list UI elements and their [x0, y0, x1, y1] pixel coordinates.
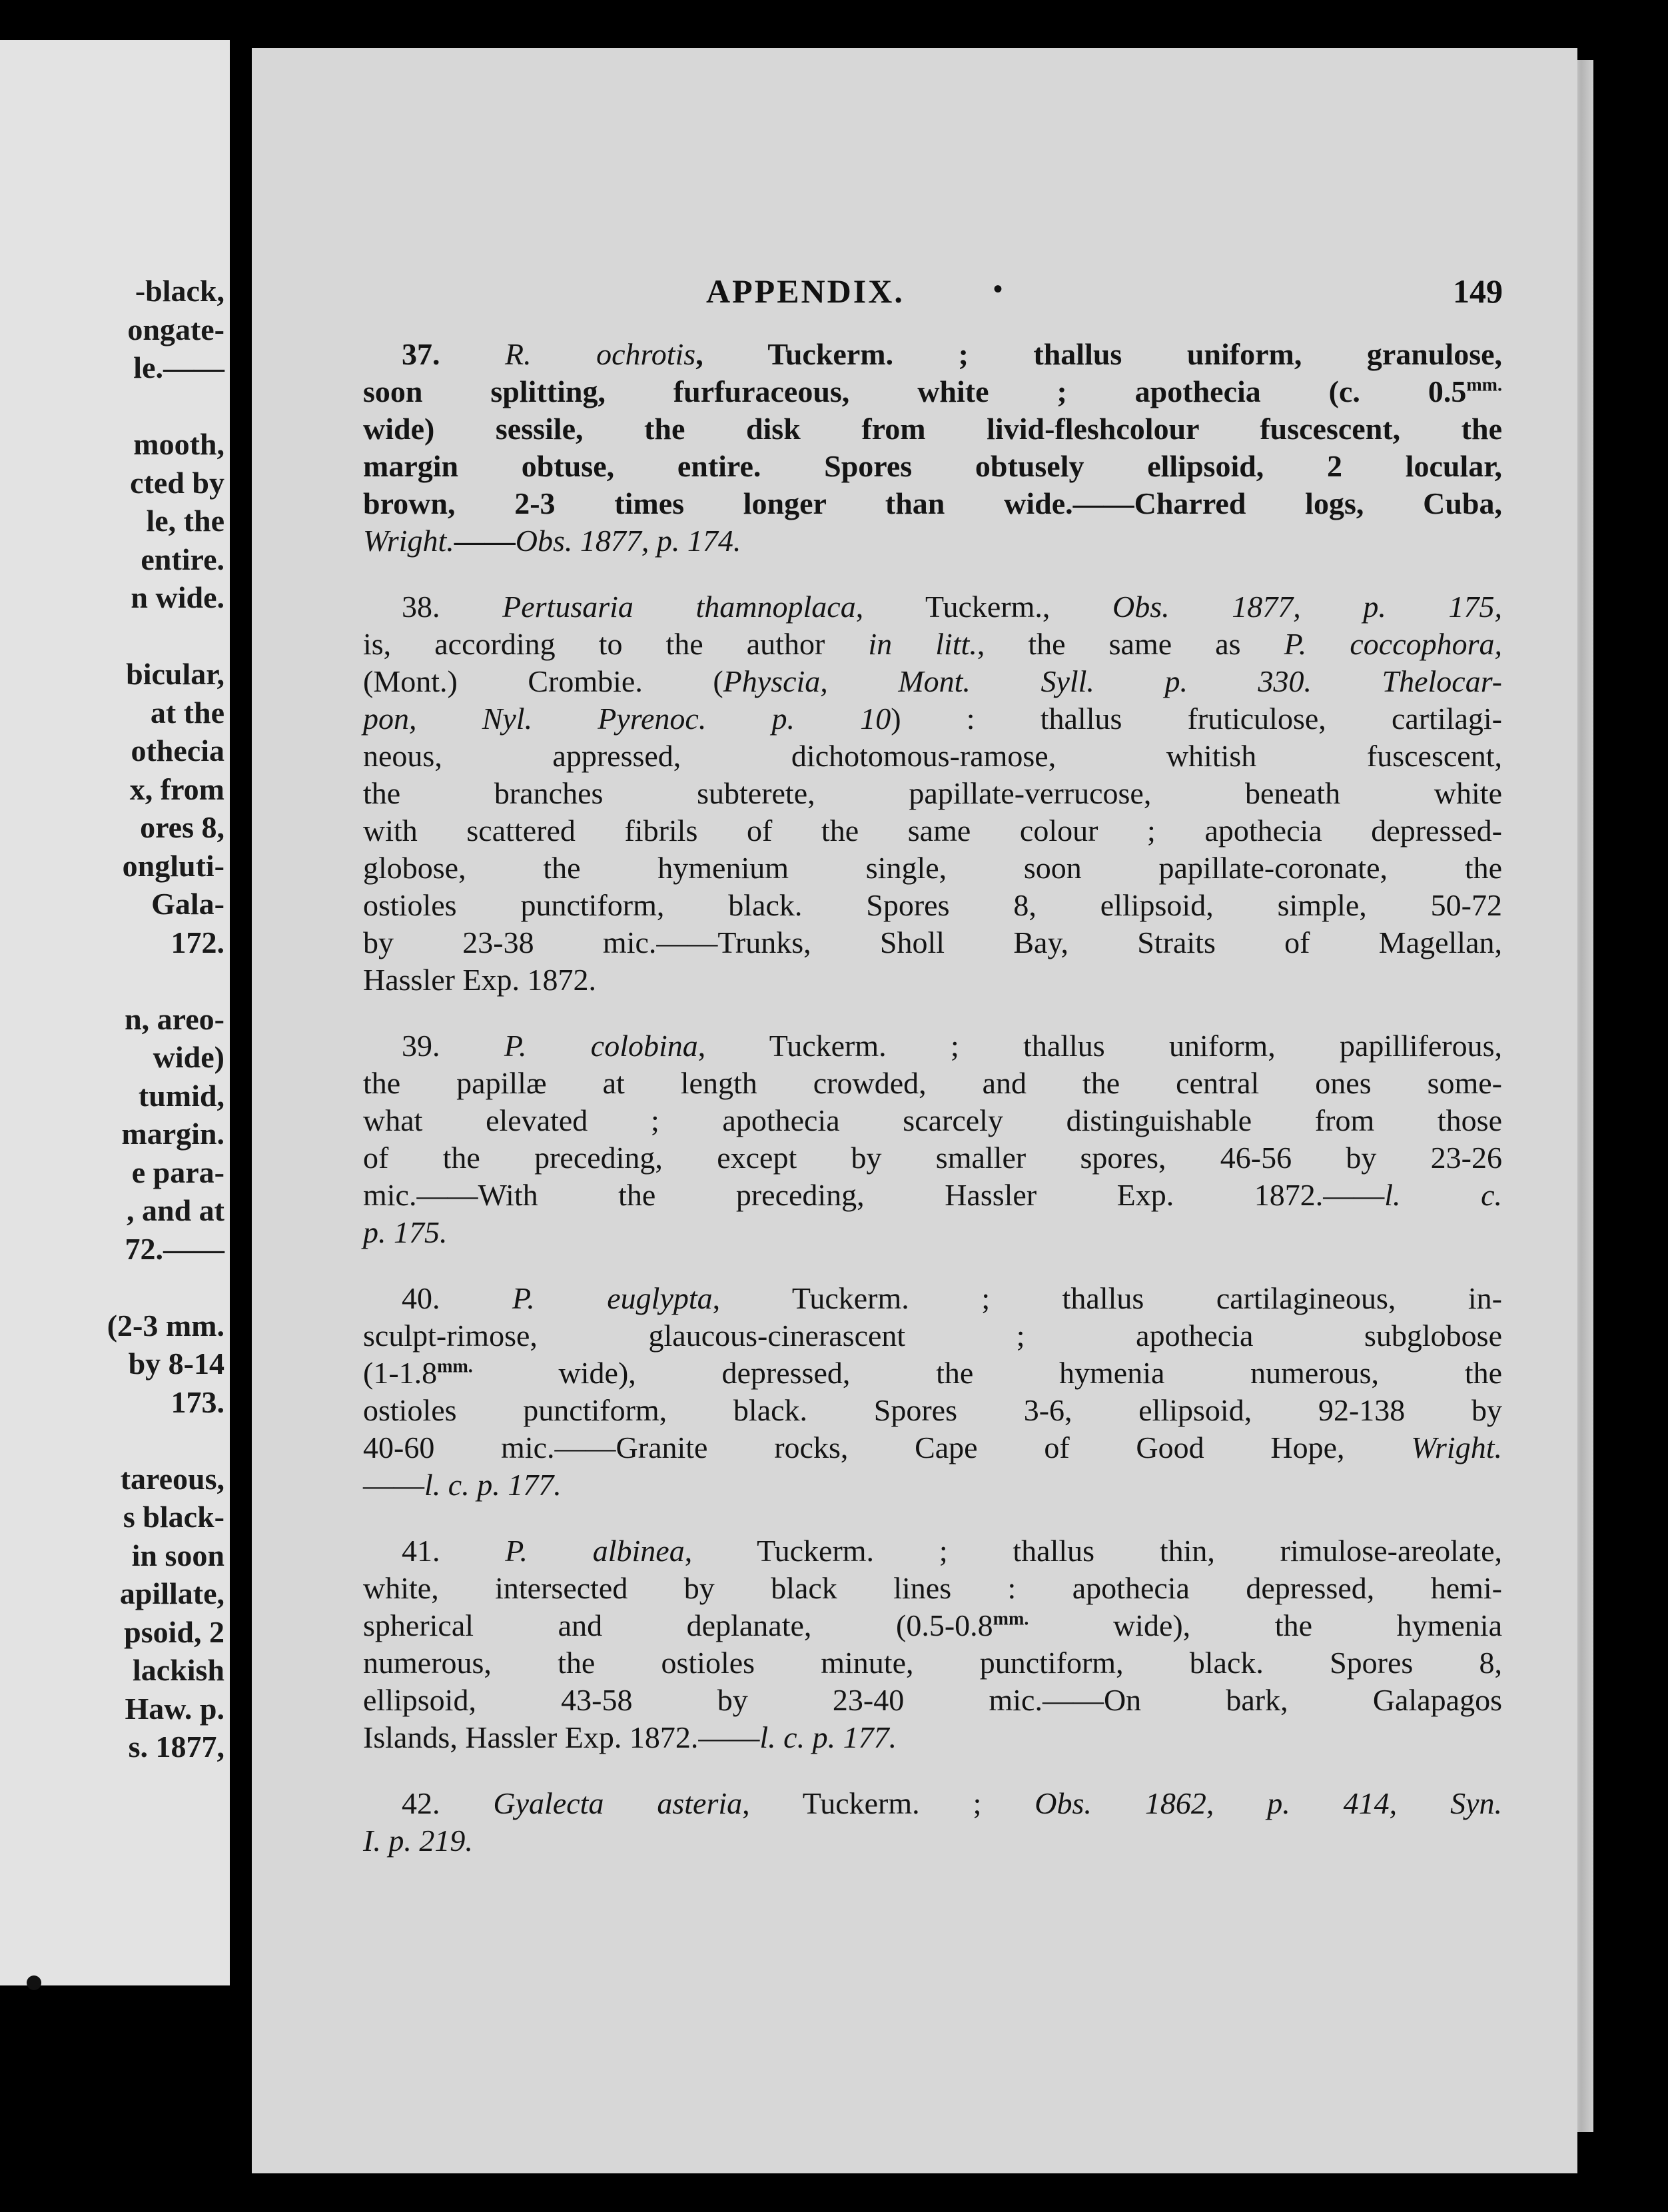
text-line: [363, 849, 1502, 887]
left-page-line: ores 8,: [140, 810, 224, 844]
text-run: 38.: [402, 590, 503, 624]
left-page-line: cted by: [130, 465, 224, 500]
text-line: [363, 1177, 1502, 1214]
left-page-line: ongluti-: [122, 848, 224, 883]
italic-run: Obs. 1877, p. 174.: [515, 524, 741, 558]
text-run: spherical and deplanate, (0.5-0.8: [363, 1608, 993, 1642]
text-line: [363, 775, 1502, 812]
italic-run: P. euglypta: [512, 1281, 713, 1315]
left-page-line: s. 1877,: [128, 1730, 224, 1764]
text-line: [363, 1607, 1502, 1644]
left-page-line: apillate,: [119, 1576, 224, 1610]
text-run: ostioles punctiform, black. Spores 3-6, ellipsoid, 92-138 by: [363, 1393, 1502, 1427]
text-line: [363, 1027, 1502, 1065]
ink-dot: [27, 1975, 41, 1990]
italic-run: pon, Nyl. Pyrenoc. p. 10: [363, 702, 891, 736]
text-line: [363, 1466, 1502, 1504]
appendix-entry: [363, 1532, 1502, 1756]
left-page-line: [5, 387, 224, 426]
italic-run: R. ochrotis: [505, 337, 696, 371]
text-run: 39.: [402, 1029, 504, 1063]
italic-run: P. coccophora,: [1284, 627, 1503, 661]
text-line: [363, 700, 1502, 738]
text-run: ——: [363, 1468, 424, 1502]
italic-run: Gyalecta asteria: [493, 1786, 743, 1820]
left-page-line: 72.——: [125, 1231, 224, 1266]
left-page-line: le, the: [146, 504, 224, 538]
left-page-line: Haw. p.: [125, 1691, 224, 1726]
text-run: the branches subterete, papillate-verrucose, beneath white: [363, 776, 1502, 810]
italic-run: l. c.: [1384, 1178, 1502, 1212]
text-line: [363, 1392, 1502, 1429]
text-run: , Tuckerm. ; thallus uniform, granulose,: [695, 337, 1503, 371]
text-line: [363, 1719, 1502, 1756]
appendix-body: [363, 336, 1502, 1888]
text-run: wide) sessile, the disk from livid-fleshcolour fuscescent, the: [363, 412, 1502, 446]
left-page-line: othecia: [131, 734, 224, 768]
text-run: margin obtuse, entire. Spores obtusely ellipsoid, 2 locular,: [363, 449, 1502, 483]
text-run: 40-60 mic.——Granite rocks, Cape of Good Hope,: [363, 1430, 1412, 1464]
left-page-line: n, areo-: [125, 1001, 224, 1036]
text-line: [363, 1429, 1502, 1466]
italic-run: p. 175.: [363, 1215, 448, 1249]
text-line: [363, 588, 1502, 626]
text-run: , Tuckerm. ; thallus thin, rimulose-areolate,: [684, 1534, 1502, 1568]
superscript: mm.: [993, 1608, 1029, 1630]
left-page-line: -black,: [135, 274, 224, 308]
text-run: , Tuckerm. ;: [742, 1786, 1035, 1820]
left-page-line: tareous,: [120, 1461, 224, 1496]
text-run: wide), depressed, the hymenia numerous, the: [472, 1356, 1502, 1390]
left-page-line: by 8-14: [128, 1347, 224, 1381]
text-line: [363, 1355, 1502, 1392]
italic-run: Physcia, Mont. Syll. p. 330. Thelocar-: [723, 664, 1502, 698]
text-line: [363, 1280, 1502, 1317]
left-page-line: [5, 1268, 224, 1307]
text-run: the papillæ at length crowded, and the central ones some-: [363, 1066, 1502, 1100]
left-page-line: entire.: [141, 542, 224, 576]
italic-run: Obs. 1877, p. 175,: [1112, 590, 1502, 624]
running-head: [252, 272, 1577, 318]
left-page-fragment: [0, 40, 230, 1985]
text-run: neous, appressed, dichotomous-ramose, whitish fuscescent,: [363, 739, 1502, 773]
appendix-entry: [363, 1280, 1502, 1504]
text-run: is, according to the author: [363, 627, 869, 661]
italic-run: P. albinea: [505, 1534, 685, 1568]
text-run: by 23-38 mic.——Trunks, Sholl Bay, Straits of Magellan,: [363, 925, 1502, 959]
left-page-line: n wide.: [131, 580, 224, 614]
italic-run: in litt.: [868, 627, 977, 661]
text-run: 40.: [402, 1281, 513, 1315]
left-page-line: bicular,: [126, 657, 224, 691]
italic-run: Wright.: [1411, 1430, 1502, 1464]
text-run: ostioles punctiform, black. Spores 8, ellipsoid, simple, 50-72: [363, 888, 1502, 922]
left-page-line: in soon: [131, 1538, 224, 1572]
left-page-line: mooth,: [133, 427, 224, 461]
text-run: numerous, the ostioles minute, punctiform, black. Spores 8,: [363, 1646, 1502, 1680]
italic-run: Pertusaria thamnoplaca: [502, 590, 856, 624]
text-run: Islands, Hassler Exp. 1872.——: [363, 1720, 760, 1754]
text-line: [363, 1822, 1502, 1860]
left-page-line: at the: [150, 695, 224, 730]
superscript: mm.: [437, 1356, 473, 1377]
text-run: (1-1.8: [363, 1356, 438, 1390]
book-page: [252, 48, 1577, 2173]
text-line: [363, 1102, 1502, 1139]
left-page-line: e para-: [131, 1155, 224, 1189]
text-line: [363, 812, 1502, 849]
text-line: [363, 887, 1502, 924]
left-page-line: [5, 1421, 224, 1460]
text-run: , the same as: [977, 627, 1284, 661]
text-line: [363, 738, 1502, 775]
text-run: ——: [454, 524, 516, 558]
left-page-line: psoid, 2: [124, 1614, 224, 1649]
text-line: [363, 961, 1502, 999]
left-page-line: tumid,: [138, 1078, 224, 1113]
left-page-line: s black-: [123, 1500, 224, 1534]
appendix-entry: [363, 1027, 1502, 1251]
text-run: soon splitting, furfuraceous, white ; apothecia (c. 0.5: [363, 374, 1467, 408]
text-line: [363, 485, 1502, 522]
italic-run: I. p. 219.: [363, 1824, 473, 1858]
italic-run: Obs. 1862, p. 414, Syn.: [1035, 1786, 1502, 1820]
text-run: wide), the hymenia: [1029, 1608, 1502, 1642]
text-line: [363, 1644, 1502, 1682]
superscript: mm.: [1466, 374, 1502, 396]
text-line: [363, 1570, 1502, 1607]
text-line: [363, 410, 1502, 448]
text-line: [363, 1532, 1502, 1570]
text-run: , Tuckerm. ; thallus cartilagineous, in-: [712, 1281, 1502, 1315]
text-run: brown, 2-3 times longer than wide.——Charred logs, Cuba,: [363, 486, 1502, 520]
text-line: [363, 1317, 1502, 1355]
italic-run: P. colobina: [504, 1029, 698, 1063]
text-run: with scattered fibrils of the same colour ; apothecia depressed-: [363, 814, 1502, 847]
text-run: (Mont.) Crombie. (: [363, 664, 723, 698]
text-line: [363, 663, 1502, 700]
text-run: ) : thallus fruticulose, cartilagi-: [891, 702, 1502, 736]
left-page-line: (2-3 mm.: [107, 1308, 224, 1343]
italic-run: l. c. p. 177.: [759, 1720, 897, 1754]
text-run: 37.: [402, 337, 506, 371]
left-page-line: Gala-: [151, 887, 224, 921]
text-line: [363, 924, 1502, 961]
page-title: APPENDIX.: [706, 273, 905, 310]
left-page-line: [5, 961, 224, 1000]
left-page-line: [5, 617, 224, 656]
left-page-line: margin.: [121, 1117, 224, 1151]
text-run: mic.——With the preceding, Hassler Exp. 1872.——: [363, 1178, 1385, 1212]
left-page-line: ongate-: [127, 312, 224, 346]
text-line: [363, 373, 1502, 410]
left-page-line: lackish: [132, 1653, 224, 1687]
left-page-line: wide): [153, 1040, 224, 1074]
italic-run: Wright.: [363, 524, 454, 558]
text-run: Hassler Exp. 1872.: [363, 963, 597, 997]
left-page-line: 173.: [171, 1384, 224, 1419]
text-run: white, intersected by black lines : apothecia depressed, hemi-: [363, 1571, 1502, 1605]
text-line: [363, 1214, 1502, 1251]
text-line: [363, 1065, 1502, 1102]
italic-run: l. c. p. 177.: [424, 1468, 562, 1502]
text-run: 42.: [402, 1786, 494, 1820]
text-run: 41.: [402, 1534, 506, 1568]
text-line: [363, 522, 1502, 560]
appendix-entry: [363, 1785, 1502, 1860]
text-run: globose, the hymenium single, soon papillate-coronate, the: [363, 851, 1502, 885]
left-page-line: , and at: [127, 1193, 224, 1227]
text-line: [363, 448, 1502, 485]
text-line: [363, 1682, 1502, 1719]
left-page-line: le.——: [133, 350, 224, 384]
text-line: [363, 1139, 1502, 1177]
text-line: [363, 626, 1502, 663]
text-run: , Tuckerm.,: [855, 590, 1113, 624]
text-run: ellipsoid, 43-58 by 23-40 mic.——On bark, Galapagos: [363, 1683, 1502, 1717]
left-page-line: 172.: [171, 925, 224, 959]
text-run: of the preceding, except by smaller spores, 46-56 by 23-26: [363, 1141, 1502, 1175]
left-page-line: x, from: [129, 772, 224, 806]
page-number: 149: [1453, 273, 1503, 310]
text-run: sculpt-rimose, glaucous-cinerascent ; apothecia subglobose: [363, 1319, 1502, 1353]
text-line: [363, 1785, 1502, 1822]
appendix-entry: [363, 336, 1502, 560]
left-page-text: [5, 272, 224, 1766]
text-run: , Tuckerm. ; thallus uniform, papilliferous,: [697, 1029, 1502, 1063]
appendix-entry: [363, 588, 1502, 999]
text-line: [363, 336, 1502, 373]
header-dot: •: [993, 274, 1003, 304]
text-run: what elevated ; apothecia scarcely distinguishable from those: [363, 1103, 1502, 1137]
